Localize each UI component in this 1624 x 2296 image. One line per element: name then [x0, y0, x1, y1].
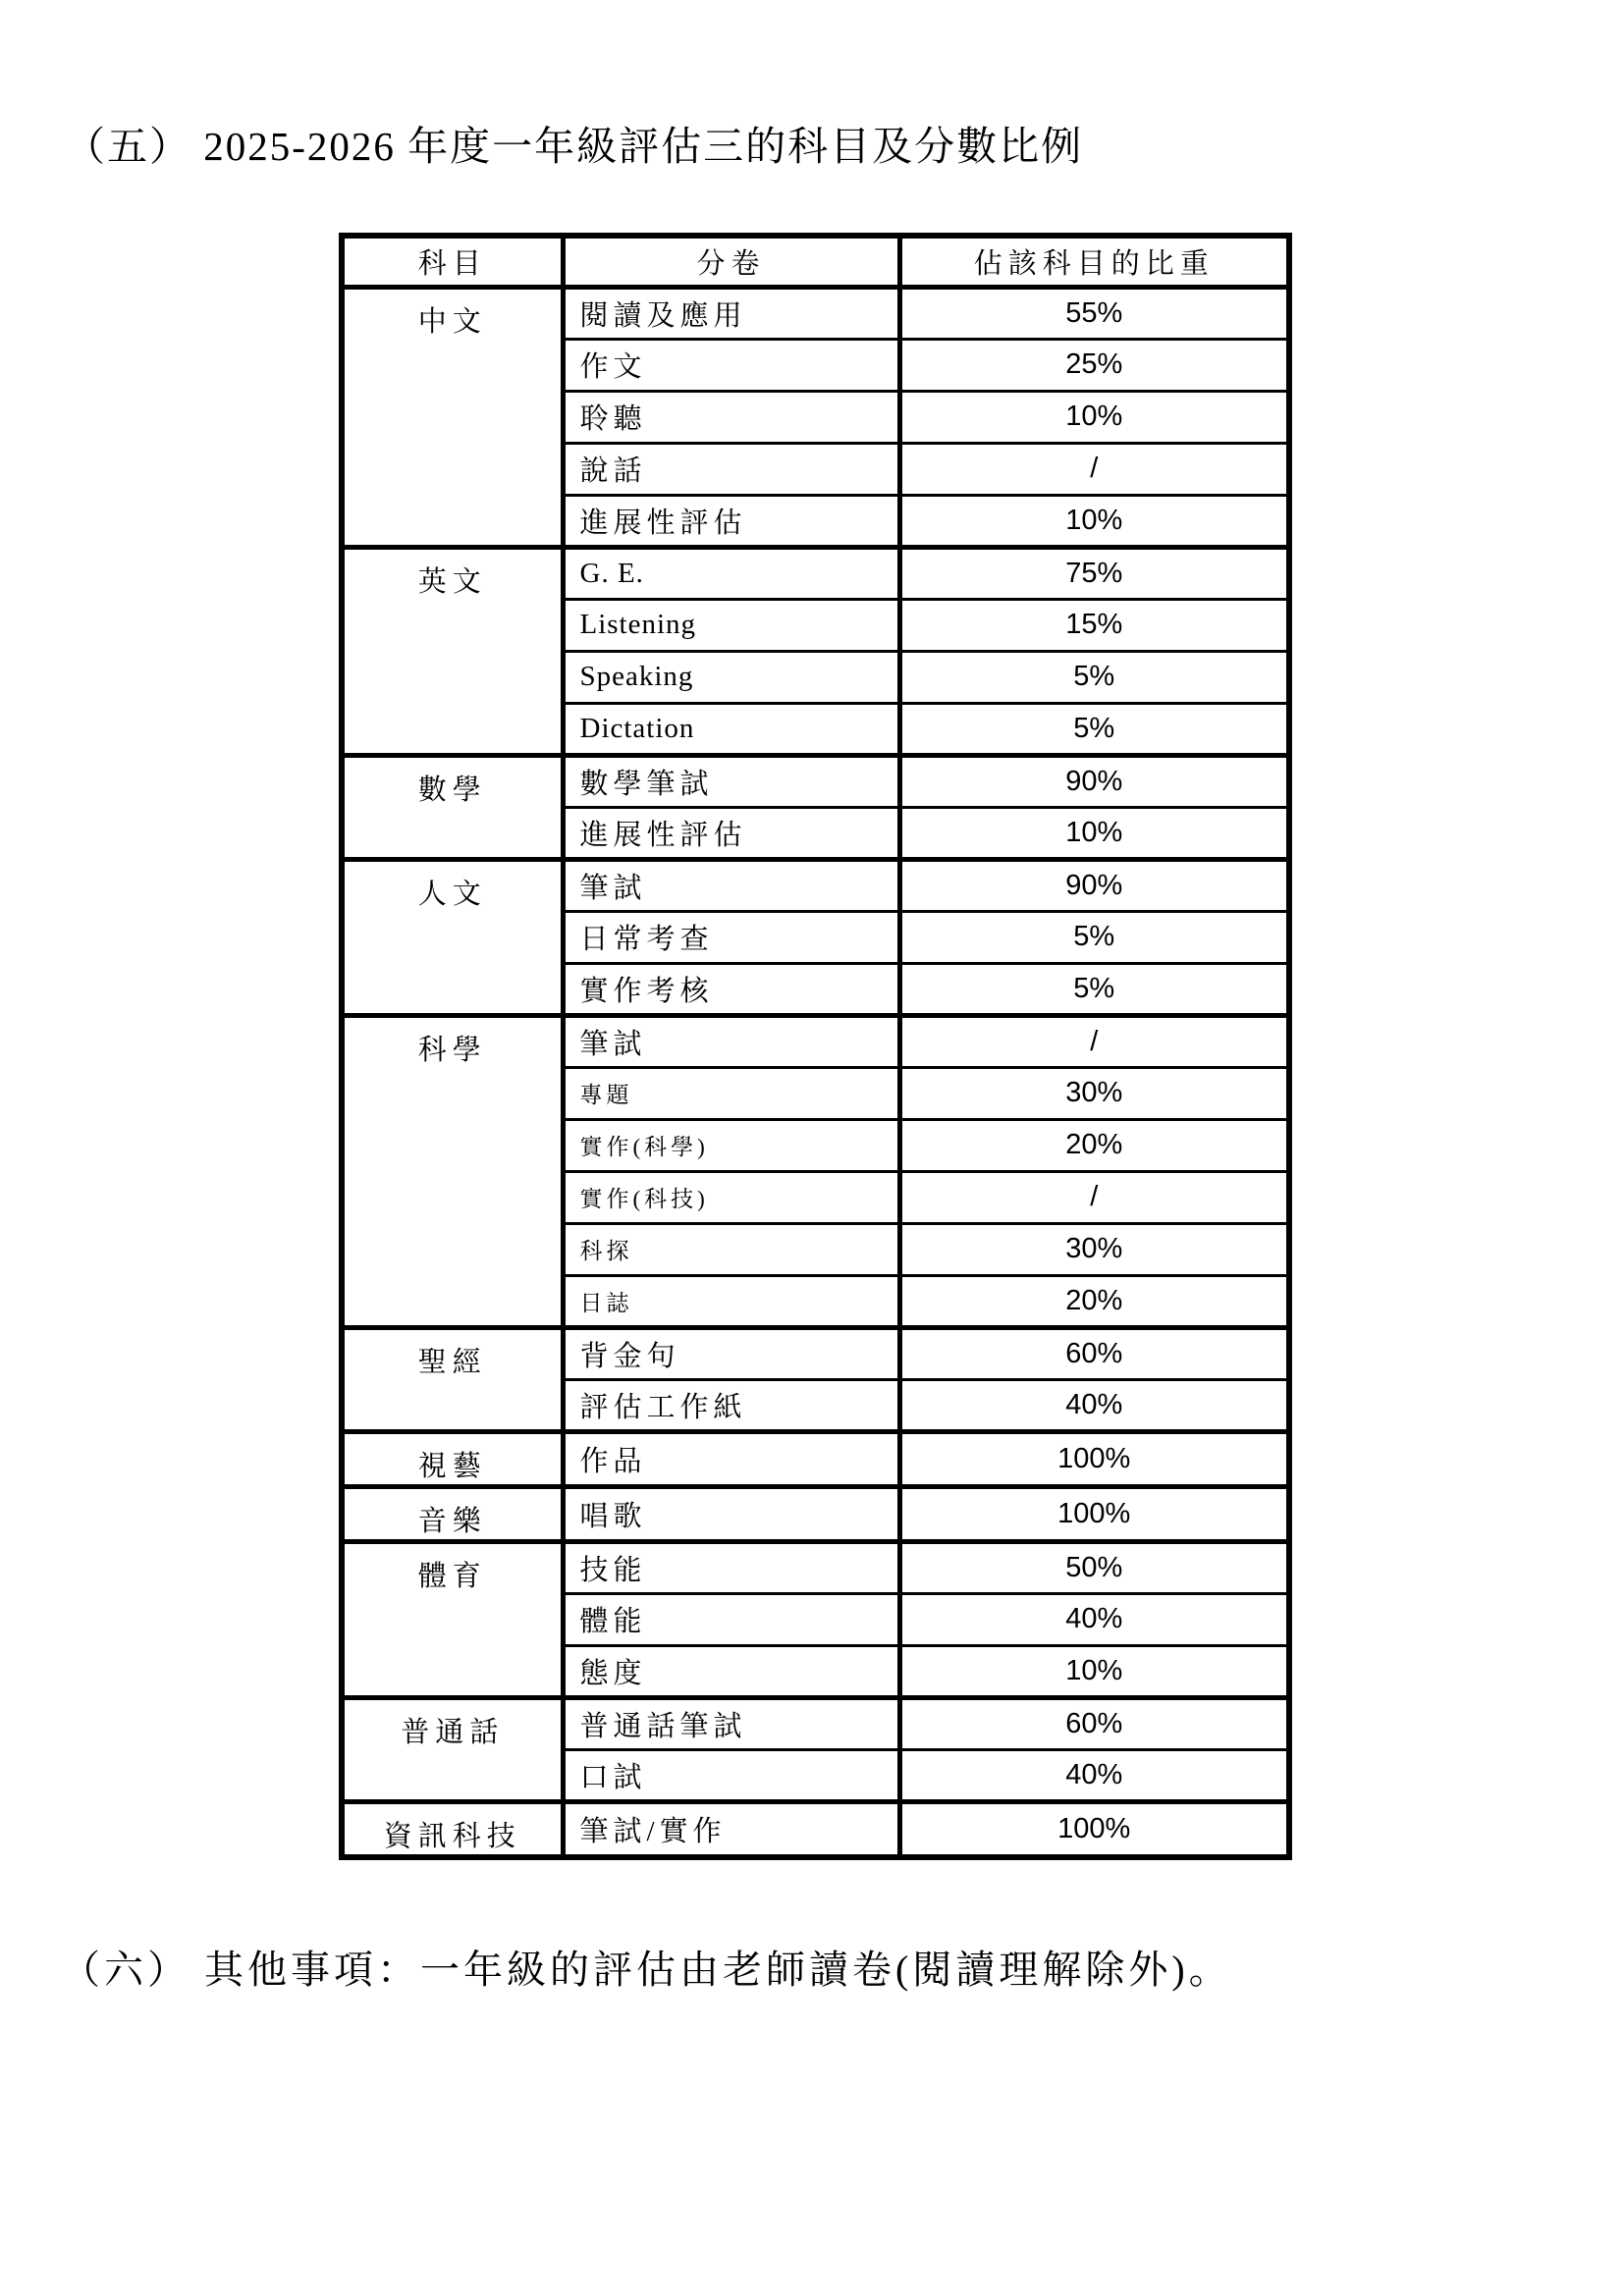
weight-cell: 100% — [899, 1431, 1289, 1486]
component-cell: 聆聽 — [563, 391, 899, 443]
component-cell: 日常考查 — [563, 911, 899, 963]
weight-cell: 55% — [899, 287, 1289, 339]
section-five-heading: （五） 2025-2026 年度一年級評估三的科目及分數比例 — [65, 124, 1084, 169]
weight-cell: 30% — [899, 1067, 1289, 1119]
header-weight: 佔該科目的比重 — [899, 236, 1289, 287]
weight-cell: 30% — [899, 1223, 1289, 1275]
component-cell: 實作(科學) — [563, 1119, 899, 1171]
component-cell: Speaking — [563, 651, 899, 703]
component-cell: 普通話筆試 — [563, 1697, 899, 1749]
weight-cell: 75% — [899, 547, 1289, 599]
component-cell: 科探 — [563, 1223, 899, 1275]
weight-cell: 40% — [899, 1749, 1289, 1801]
subject-cell: 數學 — [342, 755, 563, 859]
subject-cell: 體育 — [342, 1541, 563, 1697]
subject-cell: 英文 — [342, 547, 563, 755]
component-cell: 實作考核 — [563, 963, 899, 1015]
component-cell: G. E. — [563, 547, 899, 599]
weight-cell: 50% — [899, 1541, 1289, 1593]
subject-cell: 視藝 — [342, 1431, 563, 1486]
table-row — [342, 1486, 1289, 1541]
component-cell: 日誌 — [563, 1275, 899, 1327]
weight-cell: 40% — [899, 1379, 1289, 1431]
assessment-table — [339, 233, 1292, 1860]
weight-cell: 5% — [899, 911, 1289, 963]
component-cell: 筆試 — [563, 859, 899, 911]
weight-cell: / — [899, 1171, 1289, 1223]
component-cell: 技能 — [563, 1541, 899, 1593]
component-cell: 背金句 — [563, 1327, 899, 1379]
weight-cell: 5% — [899, 963, 1289, 1015]
weight-cell: / — [899, 1015, 1289, 1067]
component-cell: 作品 — [563, 1431, 899, 1486]
weight-cell: 100% — [899, 1801, 1289, 1857]
weight-cell: 10% — [899, 1645, 1289, 1697]
weight-cell: 15% — [899, 599, 1289, 651]
weight-cell: 10% — [899, 807, 1289, 859]
weight-cell: 25% — [899, 339, 1289, 391]
table-body — [342, 287, 1289, 1857]
weight-cell: 20% — [899, 1119, 1289, 1171]
subject-cell: 聖經 — [342, 1327, 563, 1431]
table-row — [342, 859, 1289, 911]
weight-cell: 40% — [899, 1593, 1289, 1645]
table-row — [342, 755, 1289, 807]
component-cell: 進展性評估 — [563, 495, 899, 547]
weight-cell: 5% — [899, 651, 1289, 703]
component-cell: 說話 — [563, 443, 899, 495]
table-row — [342, 1327, 1289, 1379]
component-cell: 筆試 — [563, 1015, 899, 1067]
table-row — [342, 1015, 1289, 1067]
weight-cell: 60% — [899, 1697, 1289, 1749]
section-six-note: （六） 其他事項：一年級的評估由老師讀卷(閱讀理解除外)。 — [61, 1948, 1232, 1992]
weight-cell: 10% — [899, 495, 1289, 547]
component-cell: Dictation — [563, 703, 899, 755]
component-cell: 體能 — [563, 1593, 899, 1645]
component-cell: 筆試/實作 — [563, 1801, 899, 1857]
component-cell: 數學筆試 — [563, 755, 899, 807]
weight-cell: 5% — [899, 703, 1289, 755]
component-cell: 實作(科技) — [563, 1171, 899, 1223]
subject-cell: 中文 — [342, 287, 563, 547]
component-cell: 作文 — [563, 339, 899, 391]
weight-cell: / — [899, 443, 1289, 495]
component-cell: 閱讀及應用 — [563, 287, 899, 339]
weight-cell: 10% — [899, 391, 1289, 443]
subject-cell: 資訊科技 — [342, 1801, 563, 1857]
weight-cell: 90% — [899, 859, 1289, 911]
weight-cell: 20% — [899, 1275, 1289, 1327]
weight-cell: 100% — [899, 1486, 1289, 1541]
subject-cell: 普通話 — [342, 1697, 563, 1801]
header-row — [342, 236, 1289, 287]
weight-cell: 60% — [899, 1327, 1289, 1379]
header-component: 分卷 — [563, 236, 899, 287]
table-row — [342, 287, 1289, 339]
subject-cell: 音樂 — [342, 1486, 563, 1541]
table-row — [342, 1801, 1289, 1857]
table-header — [342, 236, 1289, 287]
subject-cell: 人文 — [342, 859, 563, 1015]
component-cell: 唱歌 — [563, 1486, 899, 1541]
component-cell: 專題 — [563, 1067, 899, 1119]
table-row — [342, 1431, 1289, 1486]
table-row — [342, 1697, 1289, 1749]
component-cell: 進展性評估 — [563, 807, 899, 859]
table-row — [342, 1541, 1289, 1593]
component-cell: Listening — [563, 599, 899, 651]
subject-cell: 科學 — [342, 1015, 563, 1327]
weight-cell: 90% — [899, 755, 1289, 807]
component-cell: 口試 — [563, 1749, 899, 1801]
table-row — [342, 547, 1289, 599]
component-cell: 評估工作紙 — [563, 1379, 899, 1431]
header-subject: 科目 — [342, 236, 563, 287]
component-cell: 態度 — [563, 1645, 899, 1697]
